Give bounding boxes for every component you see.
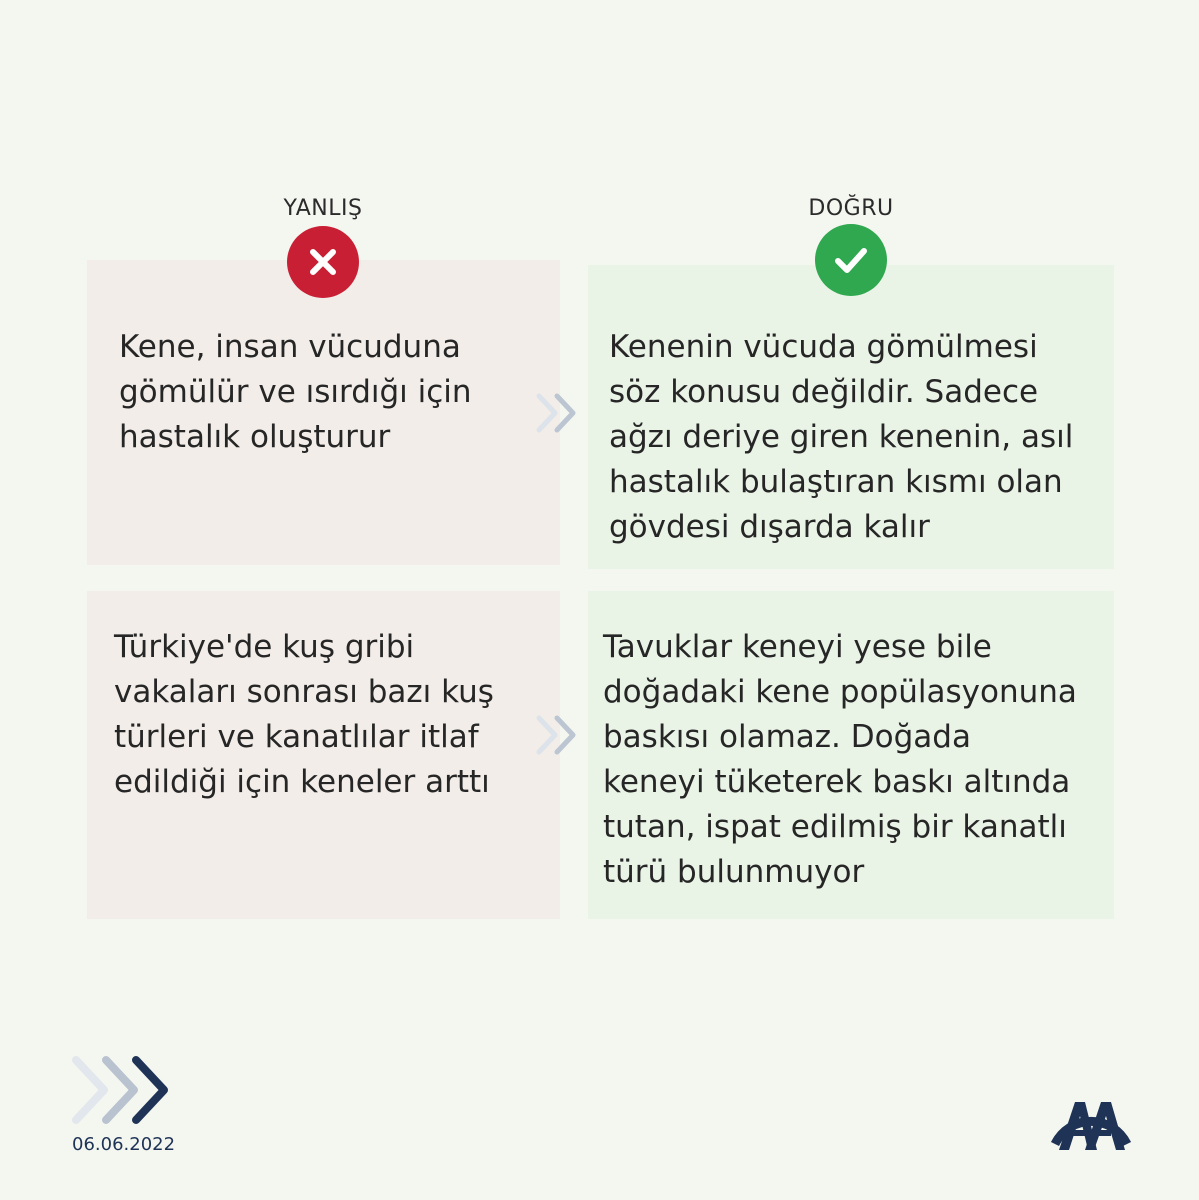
correct-fact-text-2: Tavuklar keneyi yese bile doğadaki kene popülasyonuna baskısı olamaz. Doğada keneyi tüketerek baskı altında tutan, ispat edilmiş bir kanatlı türü bulunmuyor	[603, 629, 1077, 890]
x-mark-icon	[287, 226, 359, 298]
check-mark-icon	[815, 224, 887, 296]
aa-logo	[1045, 1078, 1137, 1156]
triple-chevron-right-icon	[70, 1054, 176, 1126]
heading-wrong: YANLIŞ	[283, 196, 363, 221]
correct-fact-text-1: Kenenin vücuda gömülmesi söz konusu değildir. Sadece ağzı deriye giren kenenin, asıl hastalık bulaştıran kısmı olan gövdesi dışarda kalır	[609, 329, 1074, 545]
wrong-claim-text-2: Türkiye'de kuş gribi vakaları sonrası bazı kuş türleri ve kanatlılar itlaf edildiği için keneler arttı	[114, 629, 494, 800]
double-chevron-right-icon	[533, 390, 583, 436]
heading-right: DOĞRU	[808, 196, 894, 221]
publish-date: 06.06.2022	[72, 1134, 176, 1155]
wrong-claim-text-1: Kene, insan vücuduna gömülür ve ısırdığı için hastalık oluşturur	[119, 329, 472, 455]
double-chevron-right-icon	[533, 712, 583, 758]
